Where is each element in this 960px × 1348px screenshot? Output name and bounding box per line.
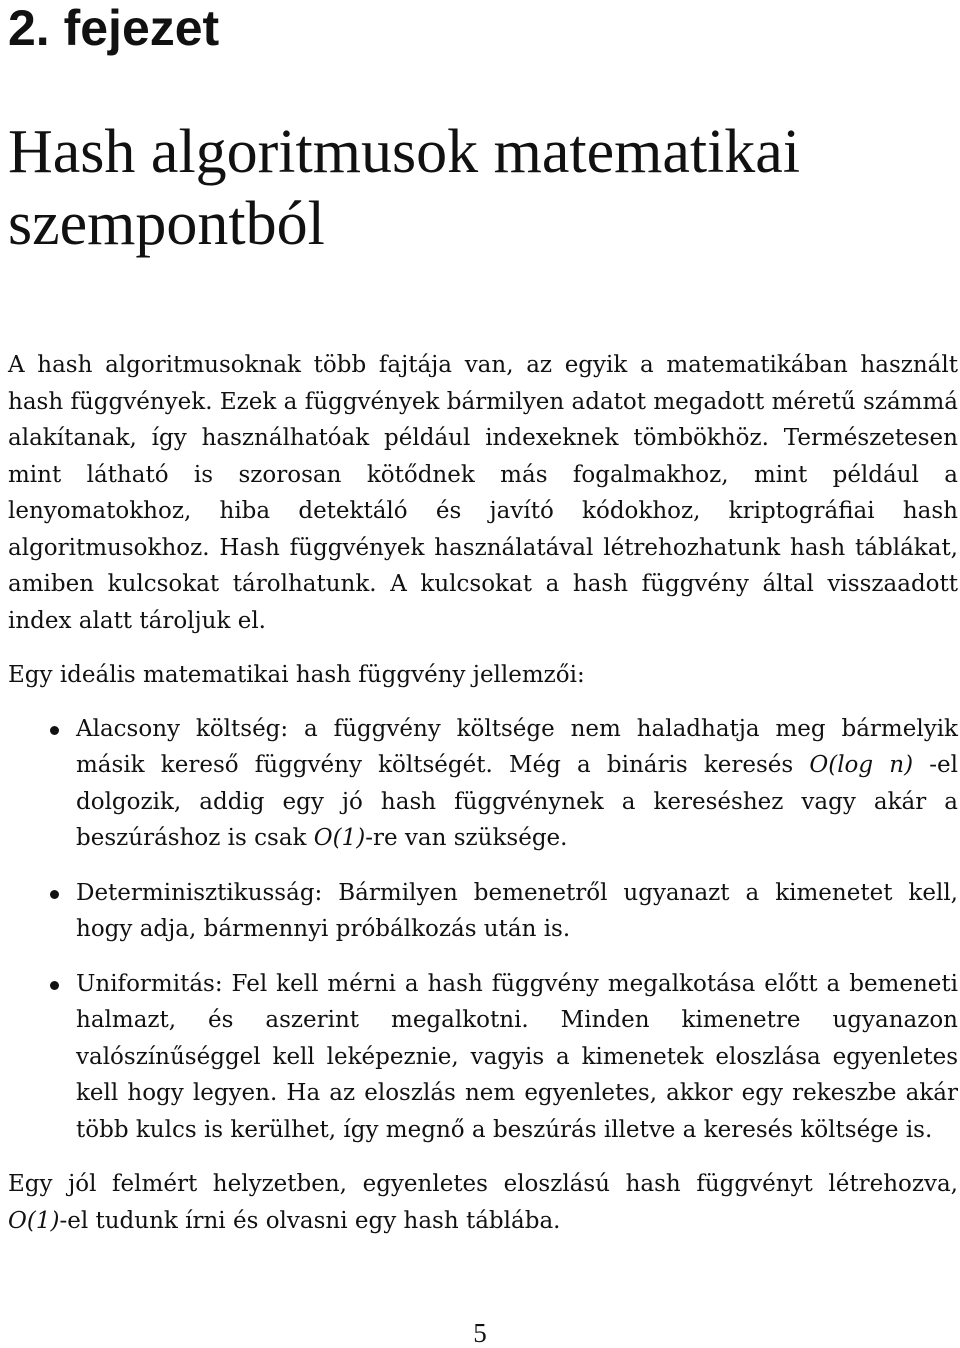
body-text	[8, 347, 958, 1239]
chapter-label: 2. fejezet	[8, 0, 220, 56]
bullet-icon	[50, 726, 59, 735]
cost-text-3: -re van szüksége.	[365, 825, 568, 851]
cost-text-2: -el dolgozik, addig egy jó hash függvénynek a kereséshez vagy akár a beszúráshoz is csak	[76, 752, 958, 851]
cost-text-1: Alacsony költség: a függvény költsége nem haladhatja meg bármelyik másik kereső függvény költségét. Még a bináris keresés	[76, 715, 958, 778]
closing-text-1: Egy jól felmért helyzetben, egyenletes eloszlású hash függvényt létrehozva,	[8, 1171, 958, 1197]
uniformity-text: Uniformitás: Fel kell mérni a hash függvény megalkotása előtt a bemeneti halmazt, és aszerint megalkotni. Minden kimenetre ugyanazon valószínűséggel kell leképeznie, vagyis a kimenetek eloszlása egyenletes kell hogy legyen. Ha az eloszlás nem egyenletes, akkor egy rekeszbe akár több kulcs is kerülhet, így megnő a beszúrás illetve a keresés költsége is.	[76, 970, 958, 1143]
math-o-log-n: O(log n)	[809, 752, 914, 778]
math-o-1: O(1)	[313, 825, 366, 851]
determinism-text: Determinisztikusság: Bármilyen bemenetről ugyanazt a kimenetet kell, hogy adja, bármennyi próbálkozás után is.	[76, 879, 958, 942]
math-o-1-closing: O(1)	[8, 1207, 60, 1234]
bullet-icon	[50, 981, 59, 990]
closing-paragraph	[8, 1166, 958, 1239]
properties-lead: Egy ideális matematikai hash függvény jellemzői:	[8, 662, 585, 688]
chapter-title: Hash algoritmusok matematikai szempontból	[8, 118, 801, 258]
page-number: 5	[473, 1318, 487, 1348]
bullet-icon	[50, 890, 59, 899]
properties-list	[8, 711, 958, 1149]
list-item-uniformity	[8, 966, 958, 1149]
list-item-low-cost	[8, 711, 958, 857]
list-item-determinism	[8, 875, 958, 948]
closing-text-2: -el tudunk írni és olvasni egy hash táblába.	[59, 1207, 561, 1234]
intro-paragraph: A hash algoritmusoknak több fajtája van, az egyik a matematikában használt hash függvények. Ezek a függvények bármilyen adatot megadott méretű számmá alakítanak, így használhatóak például indexeknek tömbökhöz. Természetesen mint látható is szorosan kötődnek más fogalmakhoz, mint például a lenyomatokhoz, hiba detektáló és javító kódokhoz, kriptográfiai hash algoritmusokhoz. Hash függvények használatával létrehozhatunk hash táblákat, amiben kulcsokat tárolhatunk. A kulcsokat a hash függvény által visszaadott index alatt tároljuk el.	[8, 352, 958, 634]
